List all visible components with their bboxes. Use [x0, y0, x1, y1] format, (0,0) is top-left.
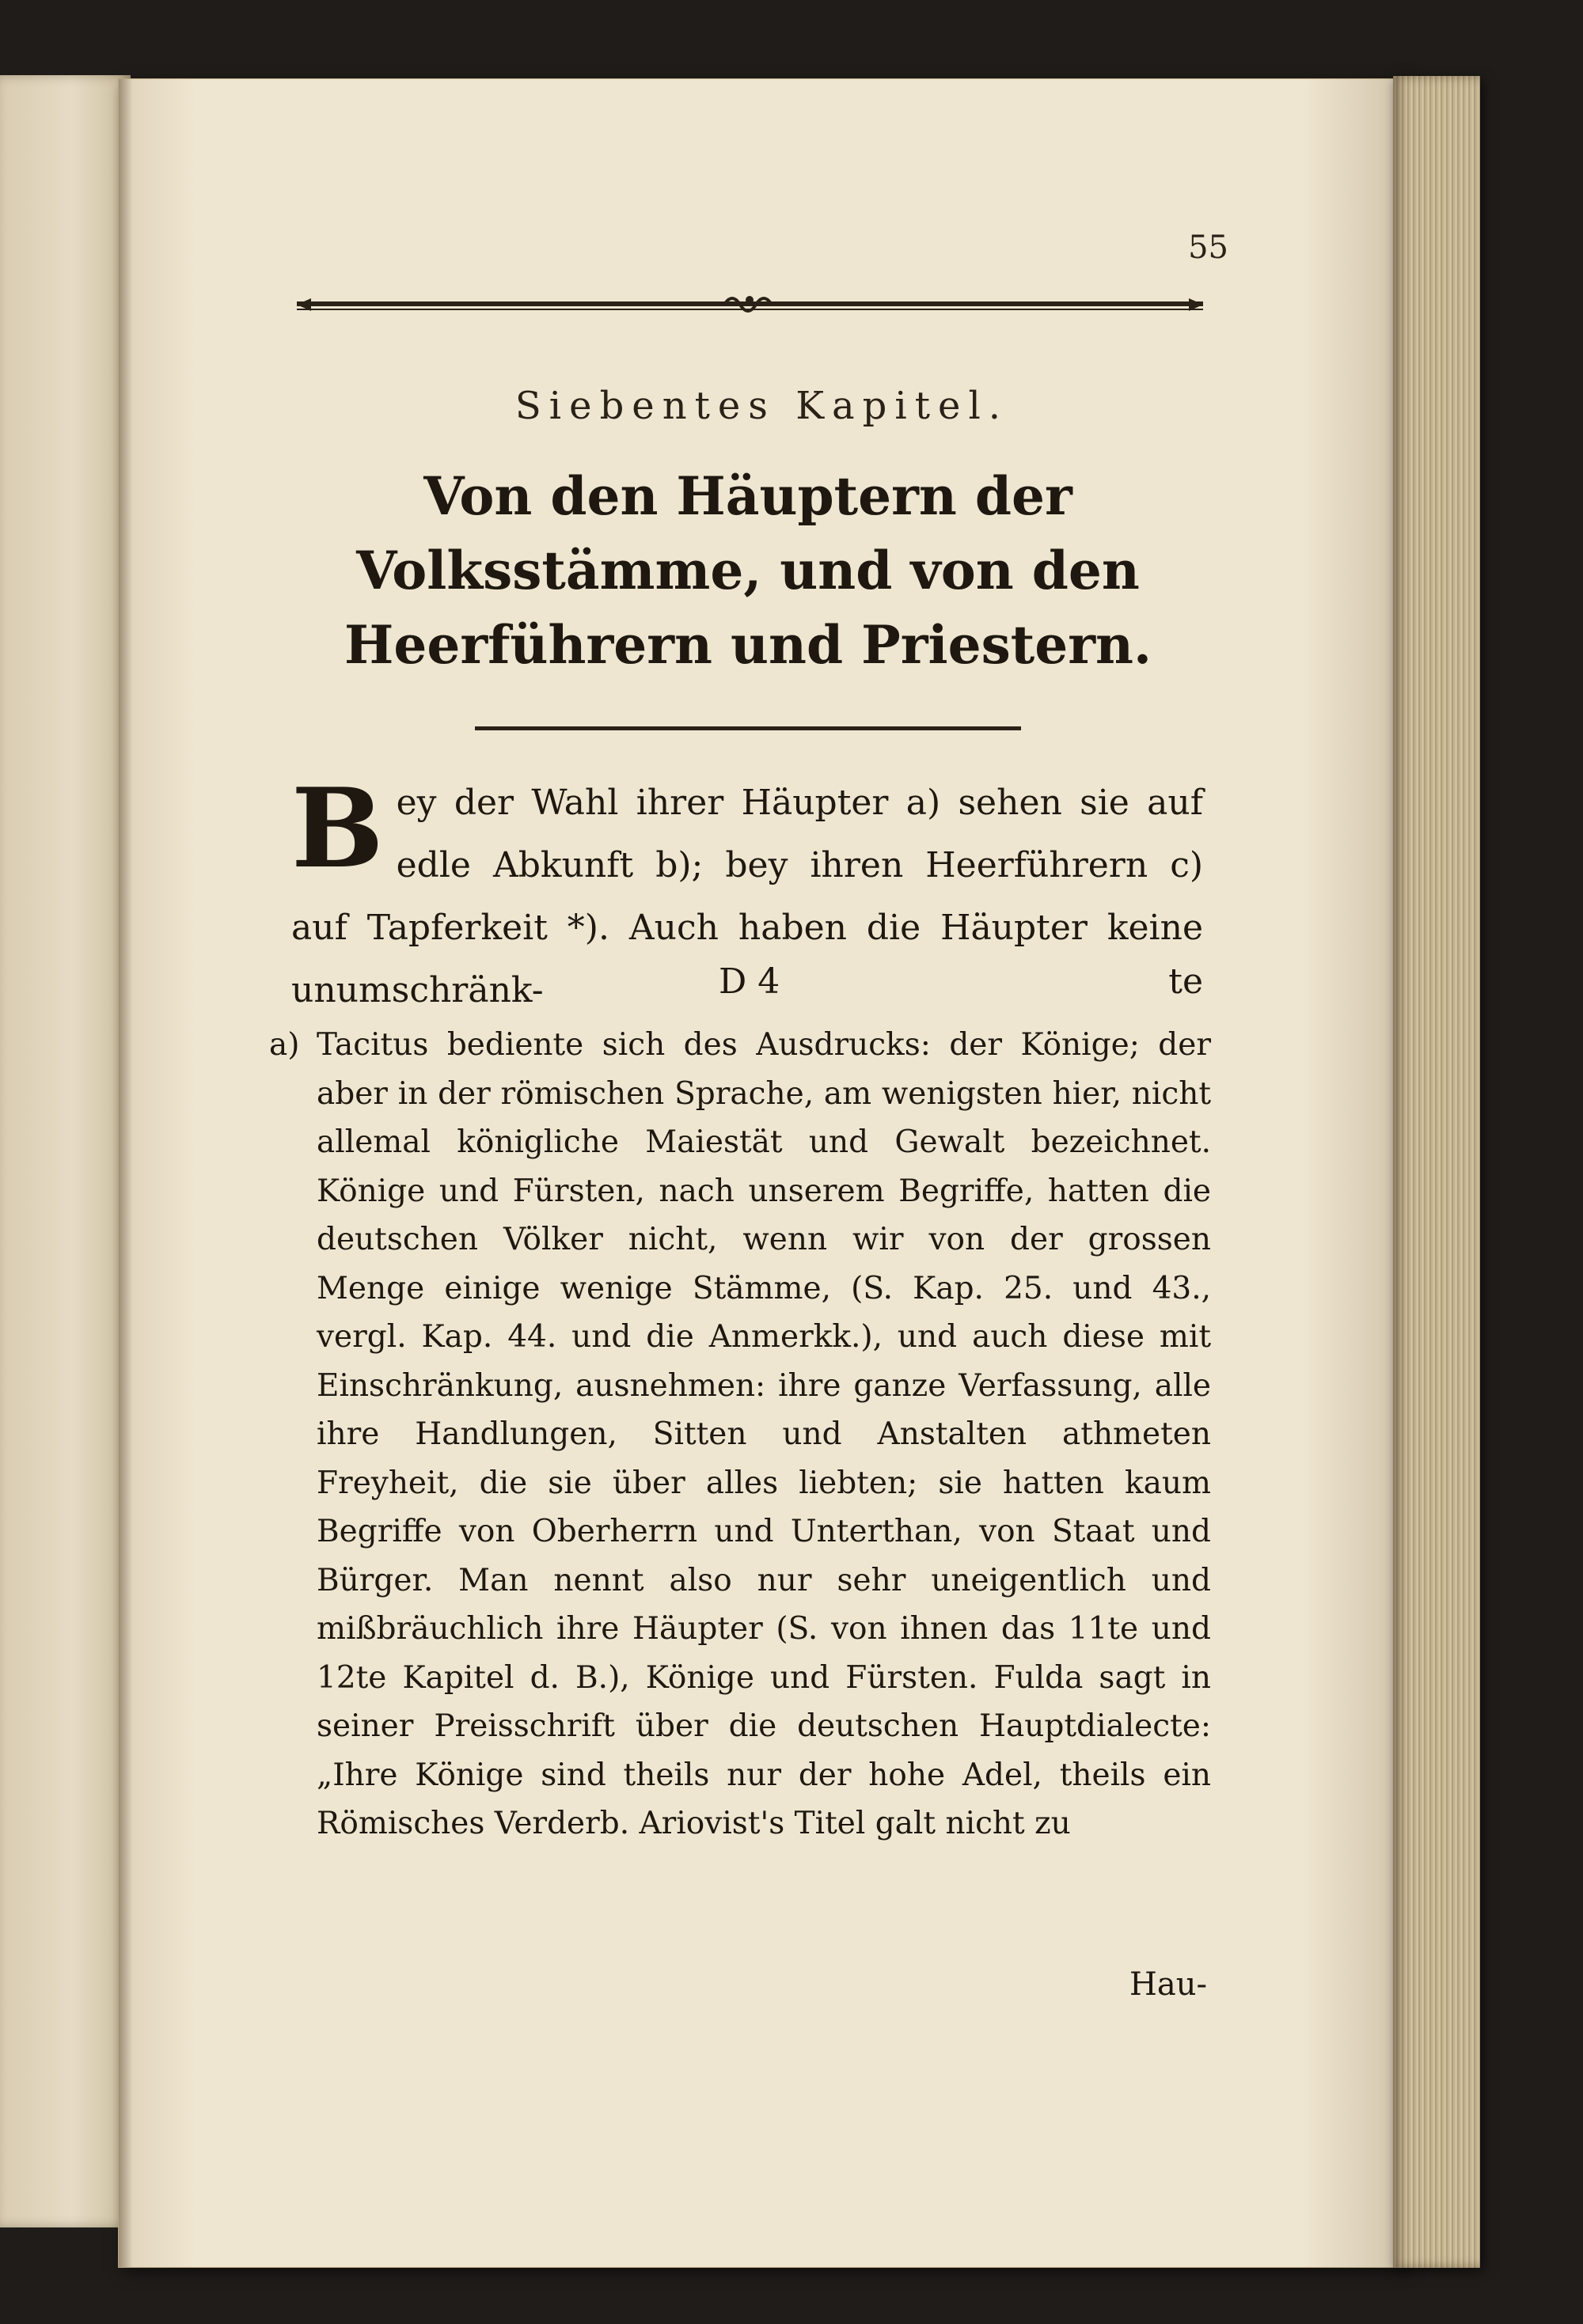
- left-page-edge: [0, 75, 131, 2227]
- page-number: 55: [1188, 229, 1228, 266]
- footnote-text: Tacitus bediente sich des Ausdrucks: der Könige; der aber in der römischen Sprache, am wenigsten hier, nicht allemal königliche Maiestät und Gewalt bezeichnet. Könige und Fürsten, nach unserem Begriffe, hatten die deutschen Völker nicht, wenn wir von der grossen Menge einige wenige Stämme, (S. Kap. 25. und 43., vergl. Kap. 44. und die Anmerkk.), und auch diese mit Einschränkung, ausnehmen: ihre ganze Verfassung, alle ihre Handlungen, Sitten und Anstalten athmeten Freyheit, die sie über alles liebten; sie hatten kaum Begriffe von Oberherrn und Unterthan, von Staat und Bürger. Man nennt also nur sehr uneigentlich und mißbräuchlich ihre Häupter (S. von ihnen das 11te und 12te Kapitel d. B.), Könige und Fürsten. Fulda sagt in seiner Preisschrift über die deutschen Hauptdialecte: „Ihre Könige sind theils nur der hohe Adel, theils ein Römisches Verderb. Ariovist's Titel galt nicht zu: [317, 1027, 1211, 1841]
- footnote-marker: a): [269, 1027, 300, 1063]
- catchword: Hau-: [1129, 1966, 1207, 2003]
- chapter-title: Von den Häuptern der Volksstämme, und von den Heerführern und Priestern.: [344, 465, 1152, 676]
- title-rule: [475, 726, 1021, 730]
- body-text: ey der Wahl ihrer Häupter a) sehen sie auf edle Abkunft b); bey ihren Heerführern c) auf Tapferkeit *). Auch haben die Häupter keine unumschränk-: [291, 783, 1203, 1010]
- ornamental-rule-icon: [297, 289, 1203, 320]
- signature-mark: D 4: [719, 961, 780, 1002]
- page-block-edge: [1393, 76, 1480, 2268]
- chapter-label: Siebentes Kapitel.: [514, 384, 1009, 428]
- footnote: [269, 1021, 1211, 1848]
- drop-cap: B: [291, 764, 384, 893]
- catchword-top: te: [1168, 961, 1203, 1002]
- signature-line: [291, 961, 1203, 1017]
